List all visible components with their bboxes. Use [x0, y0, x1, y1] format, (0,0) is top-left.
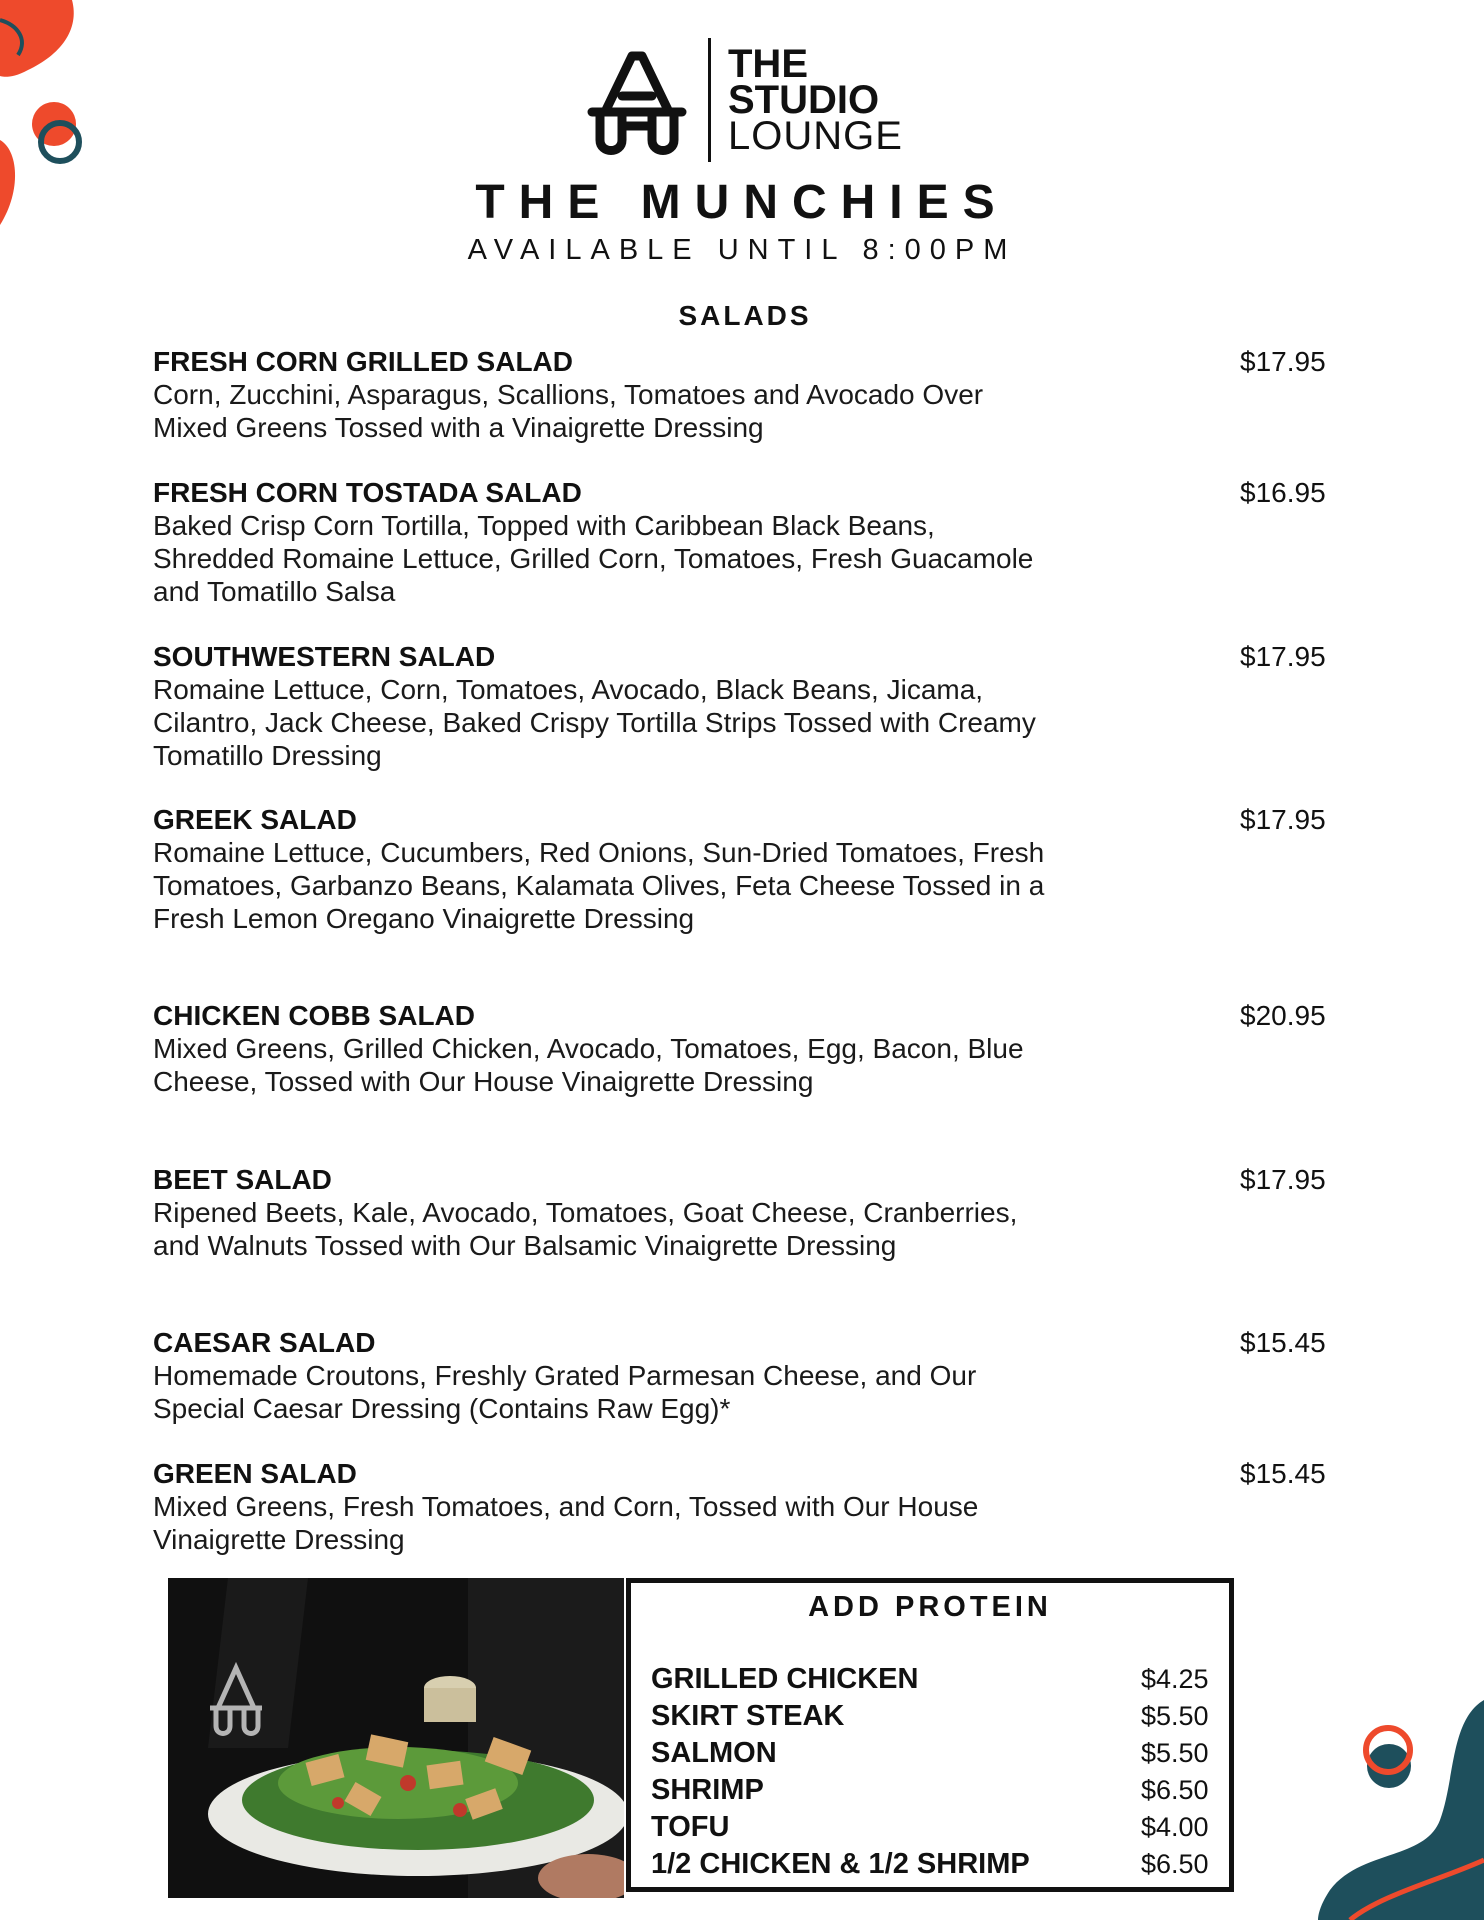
protein-row — [651, 1772, 1211, 1809]
item-description: Corn, Zucchini, Asparagus, Scallions, Tomatoes and Avocado Over Mixed Greens Tossed with a Vinaigrette Dressing — [153, 379, 984, 443]
item-description: Mixed Greens, Grilled Chicken, Avocado, Tomatoes, Egg, Bacon, Blue Cheese, Tossed with Our House Vinaigrette Dressing — [153, 1033, 1024, 1097]
salad-photo-illustration — [168, 1578, 624, 1898]
brand-line-3: LOUNGE — [728, 114, 903, 158]
protein-row — [651, 1698, 1211, 1735]
protein-name: SALMON — [651, 1737, 777, 1769]
protein-price: $6.50 — [1141, 1849, 1209, 1879]
item-name: FRESH CORN TOSTADA SALAD — [153, 477, 582, 508]
protein-name: SKIRT STEAK — [651, 1700, 845, 1732]
item-name: GREEK SALAD — [153, 804, 357, 835]
section-heading: SALADS — [678, 300, 812, 331]
logo-divider — [708, 38, 711, 162]
brand-line-2: STUDIO — [728, 78, 880, 122]
menu-item — [153, 999, 1333, 1098]
protein-price: $4.25 — [1141, 1664, 1209, 1694]
item-name: SOUTHWESTERN SALAD — [153, 641, 496, 672]
protein-price: $6.50 — [1141, 1775, 1209, 1805]
protein-name: TOFU — [651, 1811, 730, 1843]
protein-name: SHRIMP — [651, 1774, 764, 1806]
protein-row — [651, 1809, 1211, 1846]
bottom-right-decoration — [1290, 1700, 1484, 1920]
protein-price: $5.50 — [1141, 1738, 1209, 1768]
protein-name: GRILLED CHICKEN — [651, 1663, 919, 1695]
item-description: Homemade Croutons, Freshly Grated Parmesan Cheese, and Our Special Caesar Dressing (Contains Raw Egg)* — [153, 1360, 977, 1424]
salad-photo — [168, 1578, 624, 1898]
menu-item — [153, 1326, 1333, 1425]
protein-name: 1/2 CHICKEN & 1/2 SHRIMP — [651, 1848, 1030, 1880]
item-price: $17.95 — [1240, 641, 1326, 672]
brand-line-1: THE — [728, 42, 808, 86]
studio-lounge-logo-icon — [582, 46, 692, 158]
menu-item — [153, 476, 1333, 608]
menu-item — [153, 1457, 1333, 1556]
item-name: FRESH CORN GRILLED SALAD — [153, 346, 573, 377]
protein-row — [651, 1735, 1211, 1772]
brand-name — [728, 42, 903, 158]
item-description: Ripened Beets, Kale, Avocado, Tomatoes, Goat Cheese, Cranberries, and Walnuts Tossed with Our Balsamic Vinaigrette Dressing — [153, 1197, 1018, 1261]
item-description: Baked Crisp Corn Tortilla, Topped with Caribbean Black Beans, Shredded Romaine Lettuce, Grilled Corn, Tomatoes, Fresh Guacamole and Tomatillo Salsa — [153, 510, 1034, 607]
item-name: BEET SALAD — [153, 1164, 332, 1195]
item-name: CAESAR SALAD — [153, 1327, 376, 1358]
menu-item — [153, 640, 1333, 772]
protein-row — [651, 1846, 1211, 1883]
protein-list — [651, 1661, 1211, 1883]
item-price: $17.95 — [1240, 1164, 1326, 1195]
item-description: Romaine Lettuce, Corn, Tomatoes, Avocado, Black Beans, Jicama, Cilantro, Jack Cheese, Baked Crispy Tortilla Strips Tossed with Creamy Tomatillo Dressing — [153, 674, 1036, 771]
protein-row — [651, 1661, 1211, 1698]
menu-title: THE MUNCHIES — [475, 176, 1009, 229]
protein-price: $5.50 — [1141, 1701, 1209, 1731]
item-name: GREEN SALAD — [153, 1458, 357, 1489]
item-description: Mixed Greens, Fresh Tomatoes, and Corn, Tossed with Our House Vinaigrette Dressing — [153, 1491, 979, 1555]
add-protein-box — [626, 1578, 1234, 1892]
item-price: $16.95 — [1240, 477, 1326, 508]
menu-subtitle: AVAILABLE UNTIL 8:00PM — [467, 234, 1017, 266]
item-price: $20.95 — [1240, 1000, 1326, 1031]
menu-item — [153, 1163, 1333, 1262]
item-price: $17.95 — [1240, 346, 1326, 377]
protein-price: $4.00 — [1141, 1812, 1209, 1842]
menu-item — [153, 803, 1333, 935]
brand-logo — [582, 38, 912, 164]
item-price: $15.45 — [1240, 1327, 1326, 1358]
menu-item — [153, 345, 1333, 444]
item-description: Romaine Lettuce, Cucumbers, Red Onions, Sun-Dried Tomatoes, Fresh Tomatoes, Garbanzo Beans, Kalamata Olives, Feta Cheese Tossed in a Fresh Lemon Oregano Vinaigrette Dressing — [153, 837, 1045, 934]
item-price: $17.95 — [1240, 804, 1326, 835]
protein-title: ADD PROTEIN — [808, 1591, 1052, 1623]
item-price: $15.45 — [1240, 1458, 1326, 1489]
item-name: CHICKEN COBB SALAD — [153, 1000, 475, 1031]
